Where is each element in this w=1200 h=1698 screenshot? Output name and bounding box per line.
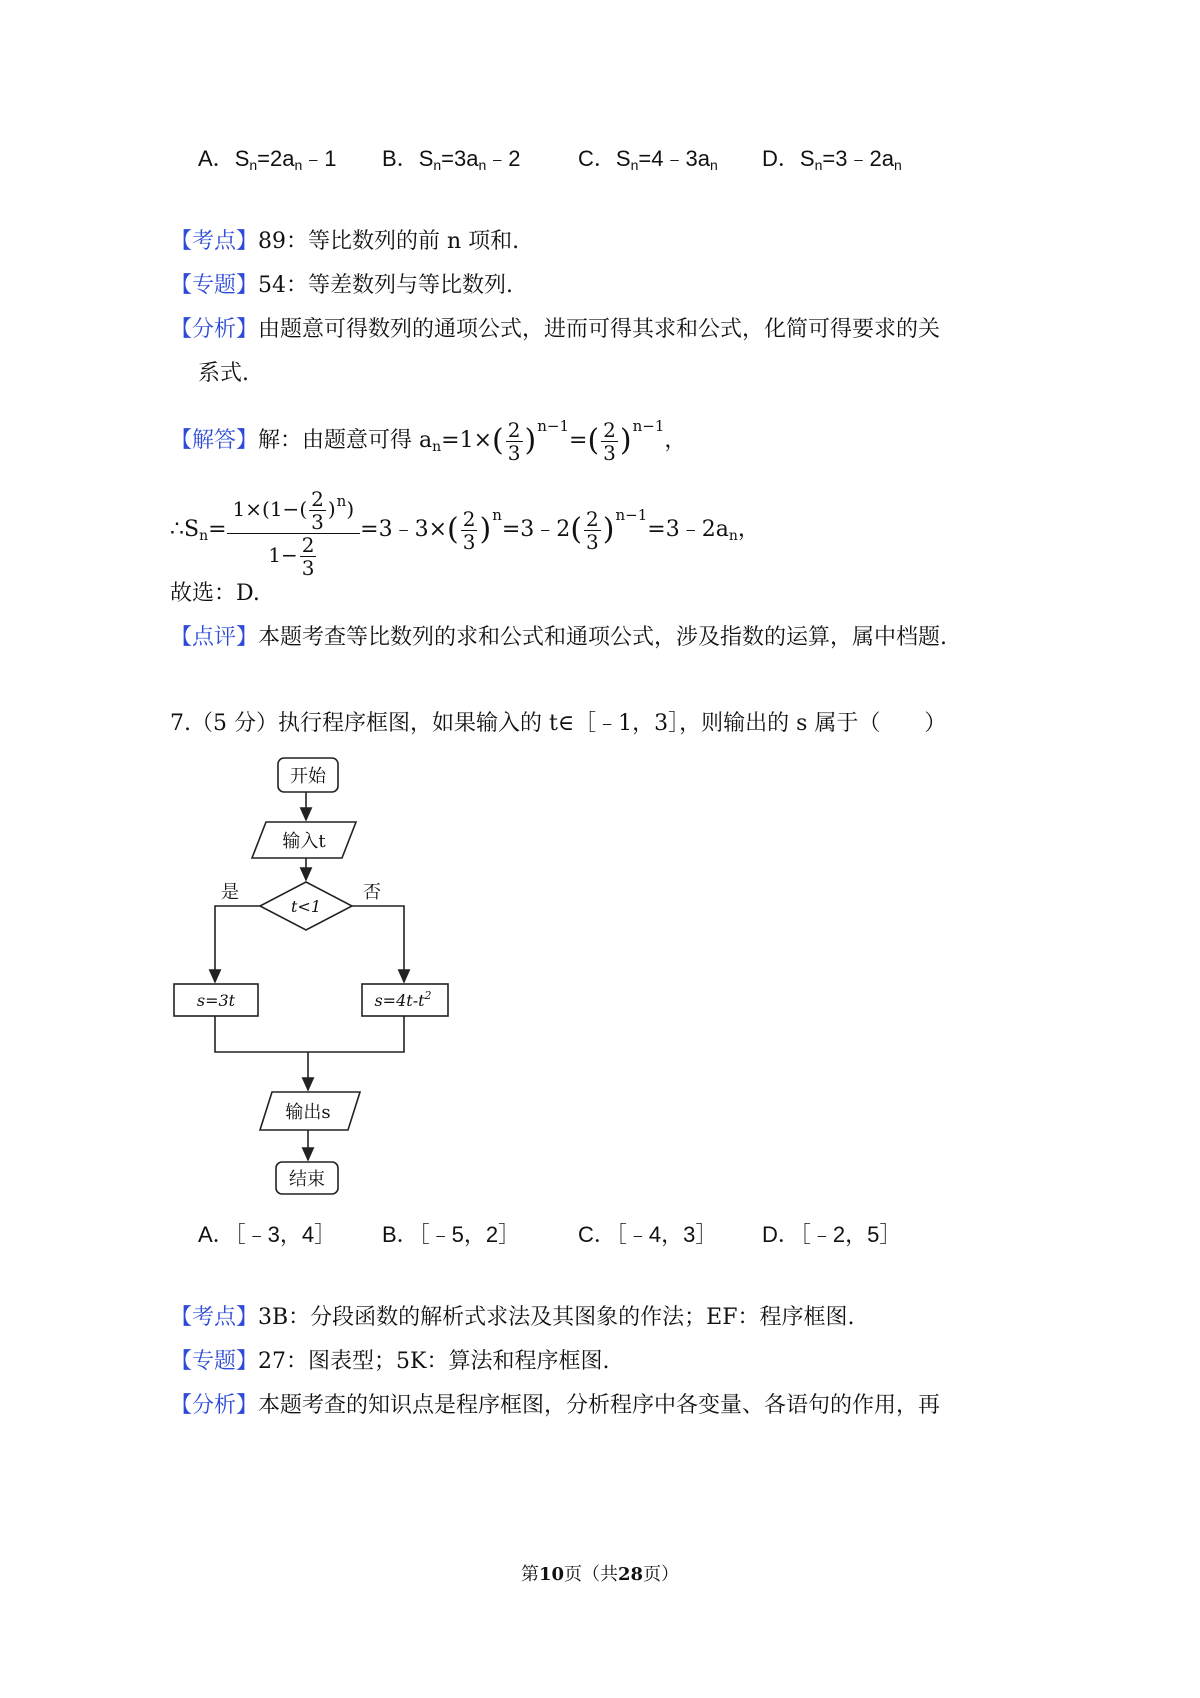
zhuanti-text: 54：等差数列与等比数列. xyxy=(258,273,514,298)
fraction-two-thirds: $\frac{2}{3}$ xyxy=(507,417,521,465)
kaodian-tag: 【考点】 xyxy=(170,1305,259,1330)
fenxi-text: 本题考查的知识点是程序框图，分析程序中各变量、各语句的作用，再 xyxy=(258,1393,941,1418)
page-footer: 第10页（共28页） xyxy=(520,1564,680,1585)
flow-left-label: s=3t xyxy=(196,991,236,1010)
q7-option-b: B．［﹣5，2］ xyxy=(382,1222,521,1247)
flow-start-label: 开始 xyxy=(290,766,326,787)
fraction-two-thirds: $\frac{2}{3}$ xyxy=(603,417,616,465)
q6-option-d: D．$S_n=3﹣2a_n$ xyxy=(762,146,902,173)
kaodian-text: 89：等比数列的前 n 项和. xyxy=(258,229,520,254)
q6-jieda: 【解答】解：由题意可得 $a_n=1\times$( $\frac{2}{3}$ )$^{n-1}$=( $\frac{2}{3}$ )$^{n-1}$， xyxy=(170,417,687,465)
q6-fenxi xyxy=(170,314,940,346)
q7-option-a: A．［﹣3，4］ xyxy=(198,1222,337,1247)
q7-option-d: D．［﹣2，5］ xyxy=(762,1222,902,1247)
big-fraction-denominator: 1− $\frac{2}{3}$ xyxy=(268,533,315,580)
kaodian-tag: 【考点】 xyxy=(170,229,259,254)
zhuanti-tag: 【专题】 xyxy=(170,1349,259,1374)
zhuanti-text: 27：图表型；5K：算法和程序框图. xyxy=(258,1349,610,1374)
flow-right-label: $s=4t-t^2$ xyxy=(374,989,432,1010)
q7-option-c: C．［﹣4，3］ xyxy=(578,1222,718,1247)
flowchart xyxy=(160,750,480,1210)
q6-kaodian xyxy=(170,226,519,258)
q6-sum-formula: $\therefore S_n=$ 1×(1−( $\frac{2}{3}$ )$^n$) 1− $\frac{2}{3}$ =3﹣3×( $\frac{2}{3}$ )$^n$=3﹣2( $\frac{2}{3}$ )$^{n-1}=3﹣2a_n$， xyxy=(170,470,760,570)
flow-no-label: 否 xyxy=(363,882,381,903)
dianping-text: 本题考查等比数列的求和公式和通项公式，涉及指数的运算，属中档题. xyxy=(258,625,948,650)
big-fraction xyxy=(227,481,361,579)
flow-output-label: 输出s xyxy=(285,1102,331,1123)
dianping-tag: 【点评】 xyxy=(170,625,259,650)
q7-zhuanti xyxy=(170,1346,609,1378)
q6-zhuanti xyxy=(170,270,513,302)
q6-option-a: A．$S_n=2a_n﹣1$ xyxy=(198,146,337,173)
big-fraction-numerator: 1×(1−( $\frac{2}{3}$ )$^n$) xyxy=(227,481,361,534)
page-total: 28 xyxy=(618,1564,644,1585)
q6-option-c: C．$S_n=4﹣3a_n$ xyxy=(578,146,718,173)
q6-dianping xyxy=(170,622,947,654)
fenxi-tag: 【分析】 xyxy=(170,317,259,342)
q7-kaodian xyxy=(170,1302,855,1334)
kaodian-text: 3B：分段函数的解析式求法及其图象的作法；EF：程序框图. xyxy=(258,1305,855,1330)
q6-fenxi-cont: 系式. xyxy=(198,361,249,386)
fenxi-text: 由题意可得数列的通项公式，进而可得其求和公式，化简可得要求的关 xyxy=(258,317,941,342)
jieda-tag: 【解答】 xyxy=(170,428,259,453)
zhuanti-tag: 【专题】 xyxy=(170,273,259,298)
q7-stem: 7.（5 分）执行程序框图，如果输入的 t∈［﹣1，3］，则输出的 s 属于（ ） xyxy=(170,711,947,736)
page-number: 10 xyxy=(538,1564,564,1585)
fenxi-tag: 【分析】 xyxy=(170,1393,259,1418)
q6-answer: 故选：D. xyxy=(170,581,260,606)
flow-cond-label: t<1 xyxy=(290,897,322,916)
q6-option-b: B．$S_n=3a_n﹣2$ xyxy=(382,146,521,173)
flow-end-label: 结束 xyxy=(289,1169,325,1190)
flow-yes-label: 是 xyxy=(221,882,239,903)
q7-fenxi xyxy=(170,1390,940,1422)
flow-input-label: 输入t xyxy=(282,831,326,852)
